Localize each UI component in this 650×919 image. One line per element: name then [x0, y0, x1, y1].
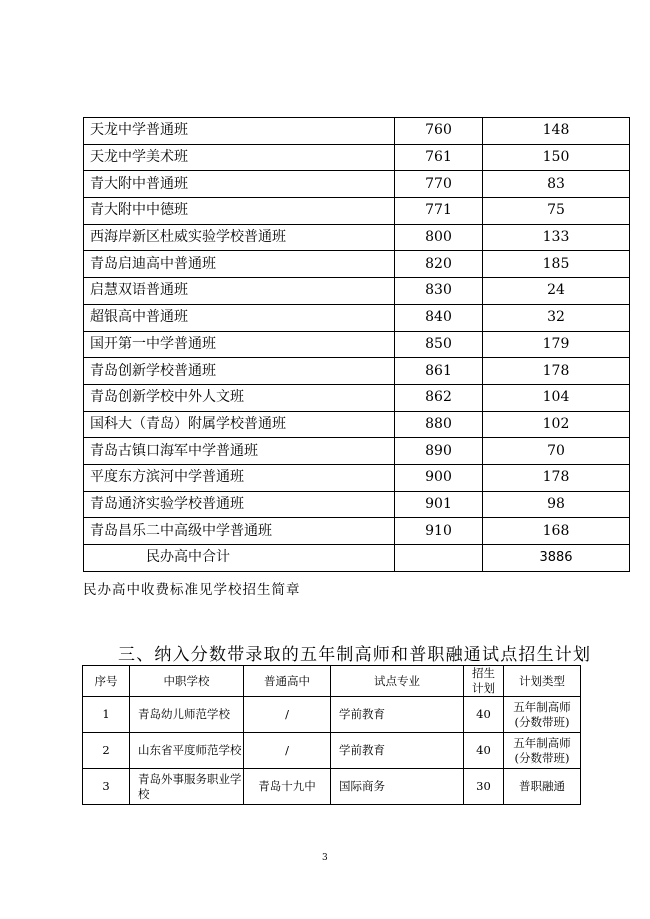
- row-major: 学前教育: [331, 733, 464, 769]
- table-row: [84, 224, 630, 251]
- header-major: 试点专业: [331, 666, 464, 697]
- school-code: 850: [395, 331, 483, 358]
- header-plan-line1: 招生: [472, 666, 495, 680]
- school-class-name: 青岛昌乐二中高级中学普通班: [84, 518, 395, 545]
- school-class-name: 超银高中普通班: [84, 304, 395, 331]
- row-high-school: /: [244, 697, 331, 733]
- enrollment-count: 32: [483, 304, 630, 331]
- school-code: 901: [395, 491, 483, 518]
- row-seq: 2: [83, 733, 130, 769]
- table-row: [84, 144, 630, 171]
- school-code: 880: [395, 411, 483, 438]
- enrollment-count: 102: [483, 411, 630, 438]
- table-row: [84, 251, 630, 278]
- section-title: 三、纳入分数带录取的五年制高师和普职融通试点招生计划: [118, 645, 592, 665]
- school-class-name: 国科大（青岛）附属学校普通班: [84, 411, 395, 438]
- table-row: [83, 697, 581, 733]
- table-row: [84, 171, 630, 198]
- school-code: 890: [395, 438, 483, 465]
- school-class-name: 平度东方滨河中学普通班: [84, 464, 395, 491]
- school-class-name: 青大附中中德班: [84, 198, 395, 225]
- table-row: [84, 118, 630, 145]
- school-code: 861: [395, 358, 483, 385]
- total-row: [84, 545, 630, 572]
- school-class-name: 天龙中学普通班: [84, 118, 395, 145]
- enrollment-count: 178: [483, 358, 630, 385]
- school-code: 770: [395, 171, 483, 198]
- header-plan: [464, 666, 504, 697]
- total-code-empty: [395, 545, 483, 572]
- table-row: [84, 518, 630, 545]
- enrollment-count: 148: [483, 118, 630, 145]
- plan-type-line2: (分数带班): [514, 714, 570, 729]
- page-number: 3: [322, 853, 328, 863]
- enrollment-count: 70: [483, 438, 630, 465]
- school-code: 910: [395, 518, 483, 545]
- school-code: 830: [395, 278, 483, 305]
- table-row: [84, 438, 630, 465]
- enrollment-count: 150: [483, 144, 630, 171]
- table-header-row: [83, 666, 581, 697]
- enrollment-count: 98: [483, 491, 630, 518]
- school-class-name: 青岛创新学校普通班: [84, 358, 395, 385]
- school-class-name: 青岛古镇口海军中学普通班: [84, 438, 395, 465]
- row-vocational-school: 青岛幼儿师范学校: [130, 697, 244, 733]
- table-row: [84, 491, 630, 518]
- school-code: 820: [395, 251, 483, 278]
- table-row: [84, 304, 630, 331]
- row-plan-type: [504, 733, 581, 769]
- plan-type-line1: 五年制高师: [513, 699, 571, 714]
- school-class-name: 西海岸新区杜威实验学校普通班: [84, 224, 395, 251]
- row-high-school: 青岛十九中: [244, 769, 331, 805]
- table-row: [84, 384, 630, 411]
- school-code: 761: [395, 144, 483, 171]
- row-major: 国际商务: [331, 769, 464, 805]
- table-row: [83, 733, 581, 769]
- table-row: [84, 464, 630, 491]
- enrollment-count: 179: [483, 331, 630, 358]
- school-class-name: 青大附中普通班: [84, 171, 395, 198]
- enrollment-count: 83: [483, 171, 630, 198]
- row-plan-type: [504, 697, 581, 733]
- header-high-school: 普通高中: [244, 666, 331, 697]
- enrollment-count: 104: [483, 384, 630, 411]
- table-row: [83, 769, 581, 805]
- row-major: 学前教育: [331, 697, 464, 733]
- header-plan-type: 计划类型: [504, 666, 581, 697]
- school-code: 900: [395, 464, 483, 491]
- enrollment-count: 75: [483, 198, 630, 225]
- school-code: 862: [395, 384, 483, 411]
- school-class-name: 青岛通济实验学校普通班: [84, 491, 395, 518]
- five-year-plan-table: [82, 665, 581, 805]
- table-row: [84, 331, 630, 358]
- row-seq: 1: [83, 697, 130, 733]
- school-code: 840: [395, 304, 483, 331]
- enrollment-count: 168: [483, 518, 630, 545]
- school-code: 760: [395, 118, 483, 145]
- header-vocational-school: 中职学校: [130, 666, 244, 697]
- header-plan-line2: 计划: [472, 681, 495, 695]
- five-year-plan-rows: [83, 666, 581, 805]
- table-row: [84, 198, 630, 225]
- row-plan: 40: [464, 733, 504, 769]
- enrollment-count: 178: [483, 464, 630, 491]
- private-high-school-rows: [84, 118, 630, 572]
- school-class-name: 青岛创新学校中外人文班: [84, 384, 395, 411]
- row-plan: 30: [464, 769, 504, 805]
- enrollment-count: 185: [483, 251, 630, 278]
- fee-note: 民办高中收费标准见学校招生简章: [83, 582, 301, 598]
- private-high-school-table: [83, 117, 630, 572]
- enrollment-count: 133: [483, 224, 630, 251]
- plan-type-line1: 五年制高师: [513, 735, 571, 750]
- table-row: [84, 278, 630, 305]
- plan-type-line2: (分数带班): [514, 750, 570, 765]
- school-class-name: 青岛启迪高中普通班: [84, 251, 395, 278]
- total-value: 3886: [483, 545, 630, 572]
- school-class-name: 国开第一中学普通班: [84, 331, 395, 358]
- row-seq: 3: [83, 769, 130, 805]
- header-seq: 序号: [83, 666, 130, 697]
- school-code: 771: [395, 198, 483, 225]
- school-class-name: 天龙中学美术班: [84, 144, 395, 171]
- school-code: 800: [395, 224, 483, 251]
- school-class-name: 启慧双语普通班: [84, 278, 395, 305]
- enrollment-count: 24: [483, 278, 630, 305]
- row-vocational-school: 青岛外事服务职业学校: [130, 769, 244, 805]
- row-high-school: /: [244, 733, 331, 769]
- row-plan-type: 普职融通: [504, 769, 581, 805]
- total-label: 民办高中合计: [84, 545, 395, 572]
- row-vocational-school: 山东省平度师范学校: [130, 733, 244, 769]
- row-plan: 40: [464, 697, 504, 733]
- table-row: [84, 358, 630, 385]
- table-row: [84, 411, 630, 438]
